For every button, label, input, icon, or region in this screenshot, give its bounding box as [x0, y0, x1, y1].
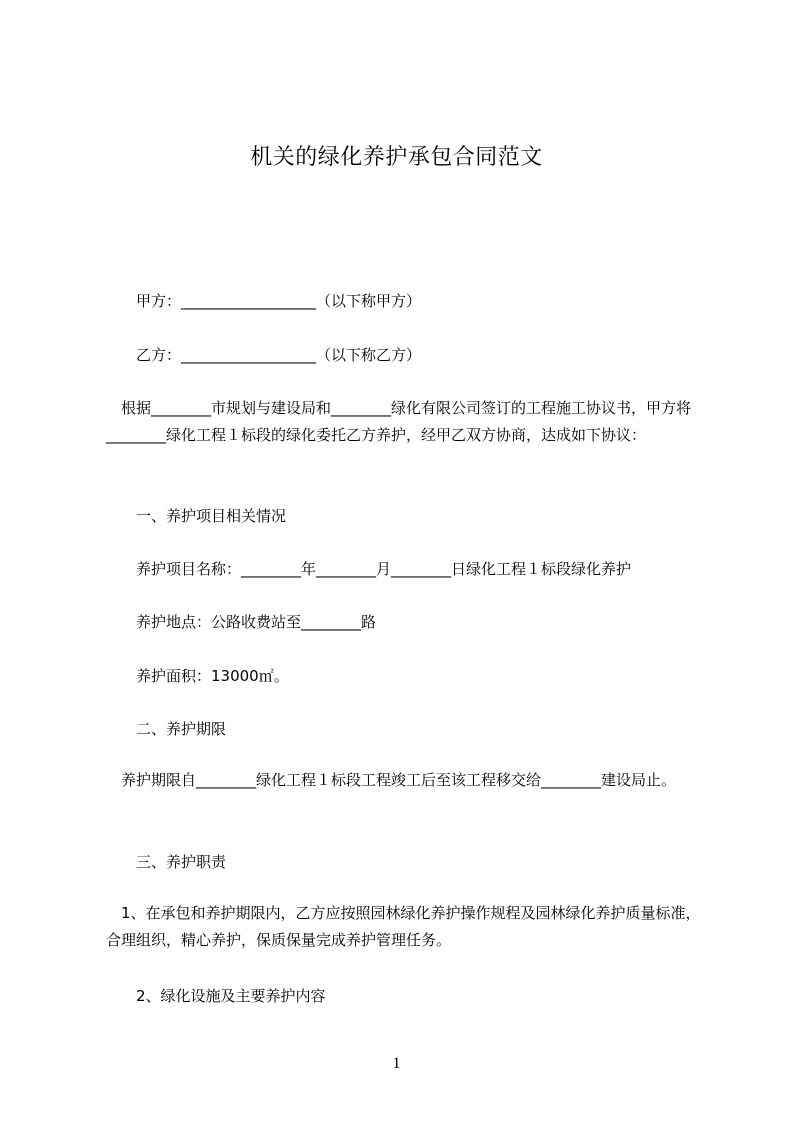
page-title: 机关的绿化养护承包合同范文: [250, 145, 543, 170]
party-b-line: 乙方：__________________（以下称乙方）: [136, 346, 422, 364]
location-line: 养护地点：公路收费站至________路: [136, 613, 377, 631]
intro-paragraph: 根据________市规划与建设局和________绿化有限公司签订的工程施工协议书，甲方将________绿化工程１标段的绿化委托乙方养护，经甲乙双方协商，达成如下协议：: [106, 399, 692, 444]
duty-1-paragraph: 1、在承包和养护期限内，乙方应按照园林绿化养护操作规程及园林绿化养护质量标准，合理组织，精心养护，保质保量完成养护管理任务。: [106, 904, 701, 949]
section-2-heading: 二、养护期限: [136, 720, 227, 738]
section-3-heading: 三、养护职责: [136, 853, 227, 871]
party-a-line: 甲方：__________________（以下称甲方）: [136, 292, 422, 310]
duty-2-heading: 2、绿化设施及主要养护内容: [136, 987, 326, 1005]
area-line: 养护面积：13000㎡。: [136, 667, 289, 685]
page-number: 1: [392, 1055, 401, 1072]
section-1-heading: 一、养护项目相关情况: [136, 507, 287, 525]
period-paragraph: 养护期限自________绿化工程１标段工程竣工后至该工程移交给________建设局止。: [106, 771, 677, 789]
project-name-line: 养护项目名称：________年________月________日绿化工程１标段绿化养护: [136, 560, 632, 578]
